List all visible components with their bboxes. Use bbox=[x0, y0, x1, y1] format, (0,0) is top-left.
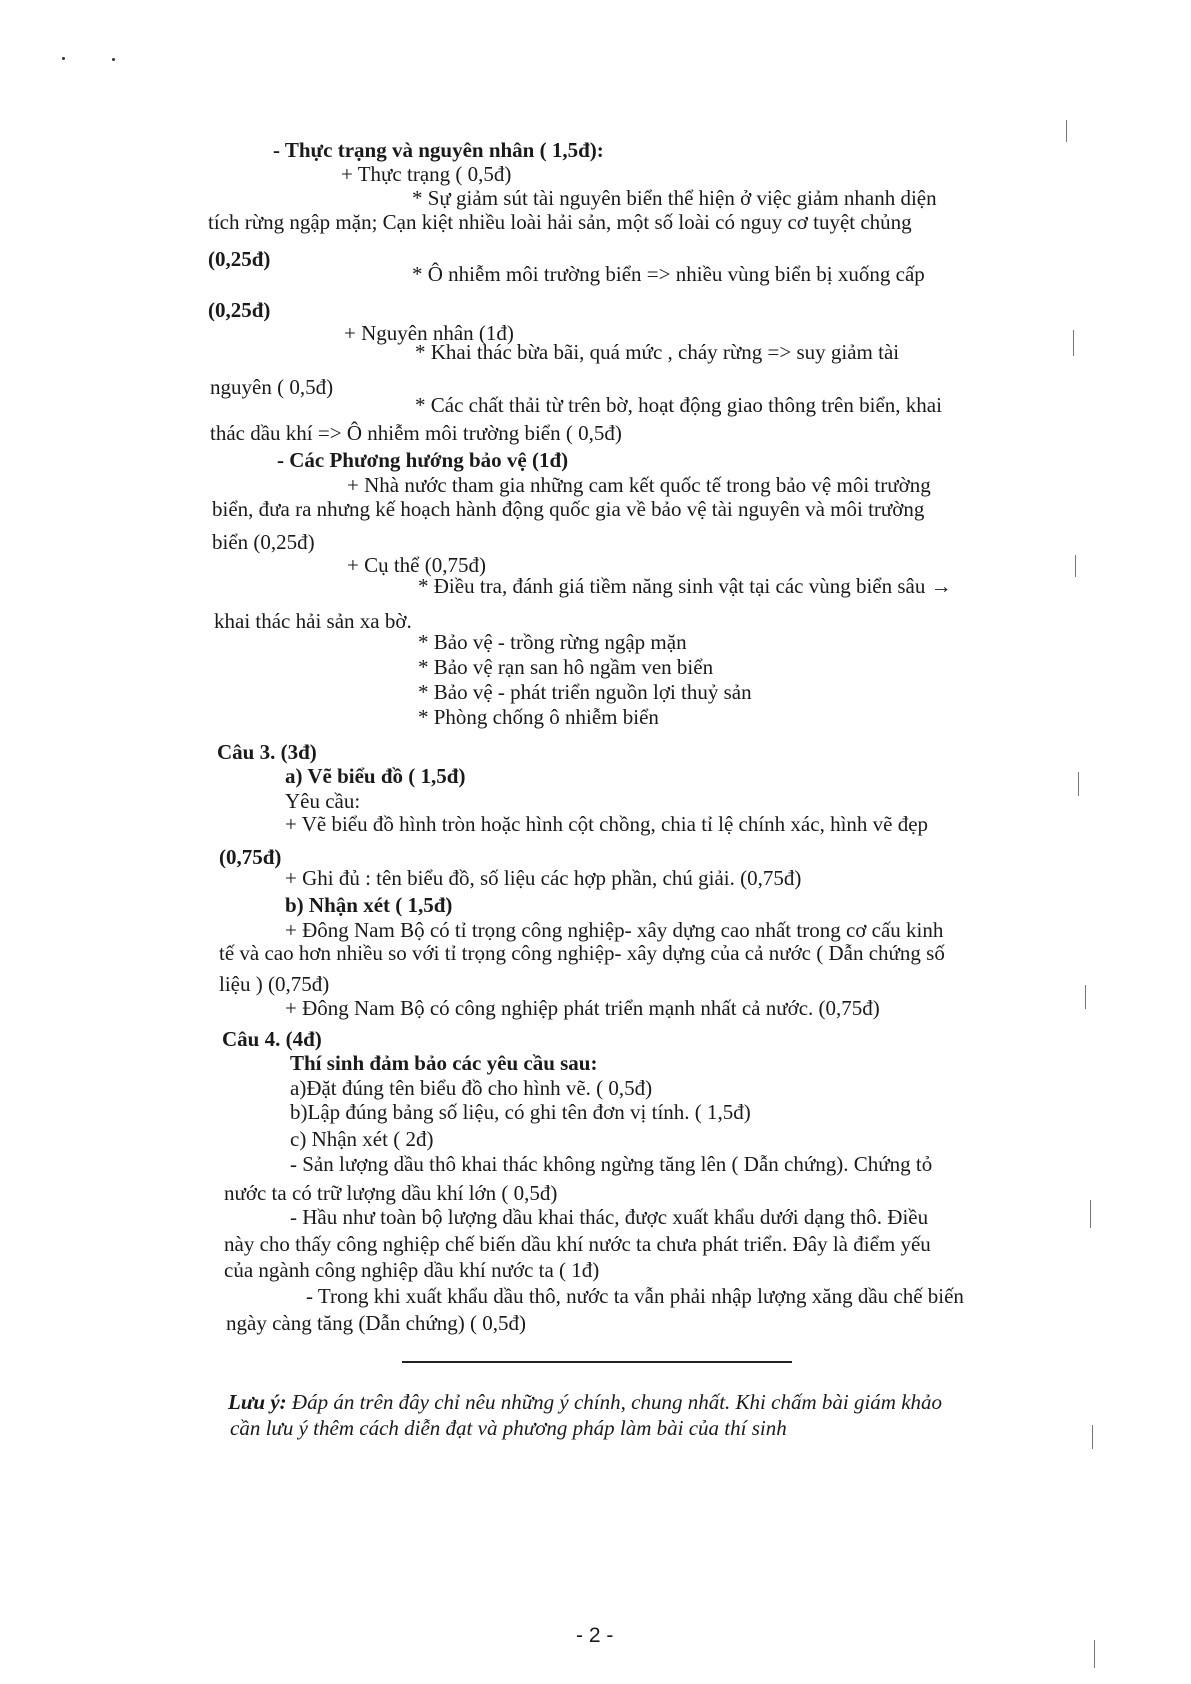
question-4-item-c: c) Nhận xét ( 2đ) bbox=[290, 1127, 434, 1151]
status-item-1-line1: * Sự giảm sút tài nguyên biển thể hiện ở việc giảm nhanh diện bbox=[412, 186, 937, 210]
question-4-item-a: a)Đặt đúng tên biểu đồ cho hình vẽ. ( 0,5đ) bbox=[290, 1076, 653, 1100]
question-4-subheading: Thí sinh đảm bảo các yêu cầu sau: bbox=[290, 1051, 598, 1075]
question-4-item-b: b)Lập đúng bảng số liệu, có ghi tên đơn vị tính. ( 1,5đ) bbox=[290, 1100, 751, 1124]
specific-item-1-line2: khai thác hải sản xa bờ. bbox=[214, 609, 412, 633]
question-3-requirement-2: + Ghi đủ : tên biểu đồ, số liệu các hợp phần, chú giải. (0,75đ) bbox=[285, 866, 802, 890]
status-item-2-line1: * Ô nhiễm môi trường biển => nhiều vùng biển bị xuống cấp bbox=[412, 262, 925, 286]
page-number: - 2 - bbox=[576, 1624, 614, 1647]
note-text-line1: Đáp án trên đây chỉ nêu những ý chính, chung nhất. Khi chấm bài giám khảo bbox=[291, 1390, 943, 1414]
question-3-part-b: b) Nhận xét ( 1,5đ) bbox=[285, 893, 453, 917]
question-3-requirement-label: Yêu cầu: bbox=[285, 789, 361, 813]
protection-item-1-line1: + Nhà nước tham gia những cam kết quốc tế trong bảo vệ môi trường bbox=[347, 473, 931, 497]
note-label: Lưu ý: bbox=[228, 1390, 287, 1414]
question-4-heading: Câu 4. (4đ) bbox=[222, 1027, 322, 1051]
scan-margin-mark bbox=[1078, 772, 1079, 796]
specific-label: + Cụ thể (0,75đ) bbox=[347, 553, 486, 577]
protection-item-1-line2: biển, đưa ra nhưng kế hoạch hành động quốc gia về bảo vệ tài nguyên và môi trường bbox=[212, 497, 925, 521]
scan-margin-mark bbox=[1085, 985, 1086, 1009]
protection-item-1-line3: biển (0,25đ) bbox=[212, 530, 315, 554]
specific-item-3: * Bảo vệ rạn san hô ngầm ven biển bbox=[418, 655, 714, 679]
note-line1 bbox=[228, 1390, 942, 1414]
cause-item-1-line2: nguyên ( 0,5đ) bbox=[210, 375, 334, 399]
cause-label: + Nguyên nhân (1đ) bbox=[344, 321, 514, 345]
cause-item-1-line1: * Khai thác bừa bãi, quá mức , cháy rừng => suy giảm tài bbox=[415, 340, 900, 364]
question-3-part-a: a) Vẽ biểu đồ ( 1,5đ) bbox=[285, 764, 466, 788]
question-3-remark-1-line2: tế và cao hơn nhiều so với tỉ trọng công nghiệp- xây dựng của cả nước ( Dẫn chứng số bbox=[219, 941, 945, 965]
question-4-remark-2-line1: - Hầu như toàn bộ lượng dầu khai thác, được xuất khẩu dưới dạng thô. Điều bbox=[290, 1205, 929, 1229]
specific-item-1-line1: * Điều tra, đánh giá tiềm năng sinh vật tại các vùng biển sâu → bbox=[418, 574, 952, 598]
scan-margin-mark bbox=[1092, 1425, 1093, 1449]
question-4-remark-2-line3: của ngành công nghiệp dầu khí nước ta ( 1đ) bbox=[224, 1258, 600, 1282]
scan-margin-mark bbox=[1075, 555, 1076, 577]
scan-speck bbox=[112, 58, 115, 61]
question-3-remark-1-line1: + Đông Nam Bộ có tỉ trọng công nghiệp- xây dựng cao nhất trong cơ cấu kinh bbox=[285, 918, 944, 942]
question-4-remark-1-line2: nước ta có trữ lượng dầu khí lớn ( 0,5đ) bbox=[224, 1181, 558, 1205]
question-3-remark-2: + Đông Nam Bộ có công nghiệp phát triển mạnh nhất cả nước. (0,75đ) bbox=[285, 996, 880, 1020]
section-heading-protection: - Các Phương hướng bảo vệ (1đ) bbox=[277, 448, 569, 472]
question-3-remark-1-line3: liệu ) (0,75đ) bbox=[219, 972, 330, 996]
specific-item-2: * Bảo vệ - trồng rừng ngập mặn bbox=[418, 630, 687, 654]
note-line2: cần lưu ý thêm cách diễn đạt và phương pháp làm bài của thí sinh bbox=[230, 1416, 787, 1440]
scan-margin-mark bbox=[1090, 1200, 1091, 1228]
status-item-2-score: (0,25đ) bbox=[208, 298, 271, 322]
question-3-heading: Câu 3. (3đ) bbox=[217, 740, 317, 764]
question-4-remark-3-line2: ngày càng tăng (Dẫn chứng) ( 0,5đ) bbox=[226, 1311, 527, 1335]
cause-item-2-line1: * Các chất thải từ trên bờ, hoạt động giao thông trên biển, khai bbox=[415, 393, 942, 417]
status-label: + Thực trạng ( 0,5đ) bbox=[341, 162, 512, 186]
scan-speck bbox=[62, 57, 65, 60]
question-4-remark-1-line1: - Sản lượng dầu thô khai thác không ngừng tăng lên ( Dẫn chứng). Chứng tỏ bbox=[290, 1152, 933, 1176]
question-4-remark-3-line1: - Trong khi xuất khẩu dầu thô, nước ta vẫn phải nhập lượng xăng dầu chế biến bbox=[306, 1284, 964, 1308]
scan-margin-mark bbox=[1094, 1640, 1095, 1668]
status-item-1-score: (0,25đ) bbox=[208, 247, 271, 271]
question-4-remark-2-line2: này cho thấy công nghiệp chế biến dầu khí nước ta chưa phát triển. Đây là điểm yếu bbox=[224, 1232, 931, 1256]
cause-item-2-line2: thác dầu khí => Ô nhiễm môi trường biển ( 0,5đ) bbox=[210, 421, 622, 445]
specific-item-4: * Bảo vệ - phát triển nguồn lợi thuỷ sản bbox=[418, 680, 752, 704]
divider-rule bbox=[402, 1361, 792, 1363]
specific-item-5: * Phòng chống ô nhiễm biển bbox=[418, 705, 659, 729]
question-3-requirement-1-line1: + Vẽ biểu đồ hình tròn hoặc hình cột chồng, chia tỉ lệ chính xác, hình vẽ đẹp bbox=[285, 812, 929, 836]
section-heading-status-causes: - Thực trạng và nguyên nhân ( 1,5đ): bbox=[273, 138, 604, 162]
scan-margin-mark bbox=[1073, 330, 1074, 356]
question-3-requirement-1-score: (0,75đ) bbox=[219, 845, 282, 869]
status-item-1-line2: tích rừng ngập mặn; Cạn kiệt nhiều loài hải sản, một số loài có nguy cơ tuyệt chủng bbox=[208, 210, 912, 234]
scan-margin-mark bbox=[1066, 120, 1067, 142]
